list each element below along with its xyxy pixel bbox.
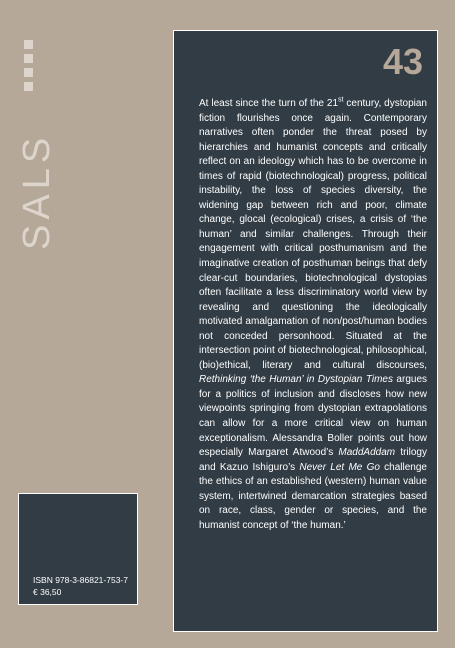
blurb-text <box>199 97 427 533</box>
blurb-part: century, dystopian fiction flourishes once again. Contemporary narratives often ponder the threat posed by hierarchies and humanist concepts and critically reflect on an ideology which has to be overcome in times of rapid (biotechnological) progress, political instability, the loss of species diversity, the widening gap between rich and poor, climate change, glocal (ecological) crises, a crisis of ‘the human’ and similar challenges. Through their engagement with critical posthumanism and the imaginative creation of posthuman beings that defy clear-cut boundaries, biotechnological dystopias often facilitate a less discriminatory world view by revealing and questioning the ideologically motivated amalgamation of non/post/human bodies not conceded personhood. Situated at the intersection point of biotechnological, philosophical, (bio)ethical, literary and cultural discourses, <box>199 98 427 371</box>
isbn-number: ISBN 978-3-86821-753-7 <box>33 575 128 585</box>
volume-number: 43 <box>382 41 423 82</box>
series-logo-text: SALS <box>16 132 58 250</box>
novel-title: Never Let Me Go <box>299 461 380 473</box>
blurb-part: trilogy and Kazuo Ishiguro’s <box>199 447 427 473</box>
price: € 36,50 <box>33 587 62 597</box>
blurb-part: challenge the ethics of an established (western) human value system, intertwined demarcation strategies based on race, class, gender or species, and the humanist concept of ‘the human.’ <box>199 461 427 531</box>
novel-title: MaddAddam <box>338 447 396 459</box>
logo-dot <box>24 68 33 77</box>
blurb-part: At least since the turn of the 21 <box>199 98 339 109</box>
isbn-box <box>18 493 138 605</box>
series-logo <box>16 40 58 250</box>
isbn-info <box>33 574 128 598</box>
ordinal-suffix: st <box>338 96 344 104</box>
description-panel <box>173 30 438 632</box>
blurb-part: argues for a politics of inclusion and discloses how new viewpoints springing from dystopian extrapolations can allow for a more critical view on human exceptionalism. Alessandra Boller points out how especially Margaret Atwood’s <box>199 374 428 459</box>
logo-dots <box>24 40 33 91</box>
logo-dot <box>24 82 33 91</box>
logo-dot <box>24 54 33 63</box>
logo-dot <box>24 40 33 49</box>
book-title: Rethinking ‘the Human’ in Dystopian Times <box>199 374 393 386</box>
